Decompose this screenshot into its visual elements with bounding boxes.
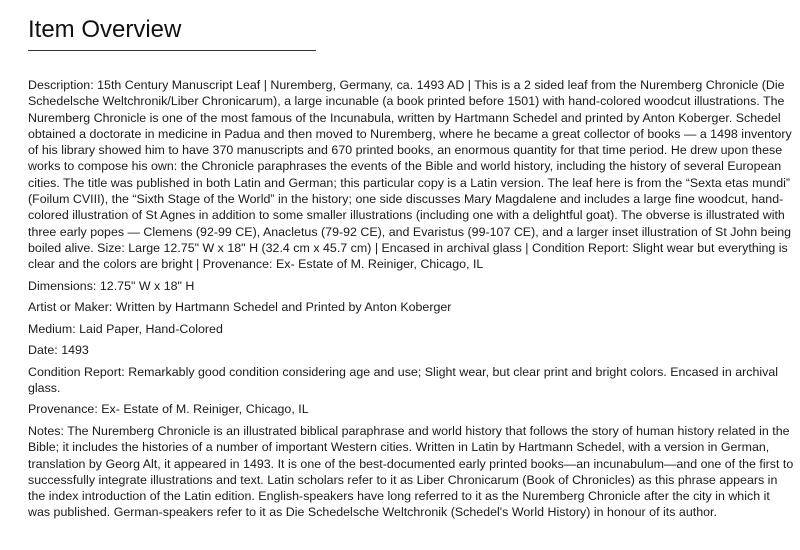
artist-maker-label: Artist or Maker:	[28, 300, 113, 315]
dimensions-label: Dimensions:	[28, 278, 97, 293]
medium-label: Medium:	[28, 321, 76, 336]
item-details	[28, 77, 794, 521]
dimensions-field	[28, 278, 794, 294]
dimensions-value: 12.75" W x 18" H	[99, 278, 195, 293]
medium-value: Laid Paper, Hand-Colored	[79, 321, 223, 336]
description-label: Description:	[28, 78, 94, 92]
description-field	[28, 77, 794, 273]
notes-value: The Nuremberg Chronicle is an illustrated biblical paraphrase and world history that follows the story of human history related in the Bible; it includes the histories of a number of important Western cities. Written in Latin by Hartmann Schedel, with a version in German, translation by Georg Alt, it appeared in 1493. It is one of the best-documented early printed books—an incunabulum—and one of the first to successfully integrate illustrations and text. Latin scholars refer to it as Liber Chronicarum (Book of Chronicles) as this phrase appears in the index introduction of the Latin edition. English-speakers have long referred to it as the Nuremberg Chronicle after the city in which it was published. German-speakers refer to it as Die Schedelsche Weltchronik (Schedel's World History) in honour of its author.	[28, 423, 794, 520]
date-label: Date:	[28, 343, 58, 358]
provenance-field	[28, 401, 794, 417]
item-overview-page	[28, 0, 794, 526]
title-underline	[28, 50, 316, 51]
page-title: Item Overview	[28, 16, 182, 43]
medium-field	[28, 321, 794, 337]
condition-report-field	[28, 364, 794, 397]
provenance-label: Provenance:	[28, 402, 98, 417]
condition-report-value: Remarkably good condition considering age and use; Slight wear, but clear print and bright colors. Encased in archival glass.	[28, 364, 779, 395]
notes-label: Notes:	[28, 423, 64, 438]
notes-field	[28, 423, 794, 521]
artist-maker-field	[28, 299, 794, 315]
provenance-value: Ex- Estate of M. Reiniger, Chicago, IL	[101, 402, 309, 417]
date-value: 1493	[61, 343, 89, 358]
condition-report-label: Condition Report:	[28, 364, 125, 379]
artist-maker-value: Written by Hartmann Schedel and Printed by Anton Koberger	[115, 300, 452, 315]
date-field	[28, 342, 794, 358]
description-value: 15th Century Manuscript Leaf | Nuremberg, Germany, ca. 1493 AD | This is a 2 sided leaf from the Nuremberg Chronicle (Die Schedelsche Weltchronik/Liber Chronicarum), a large incunable (a book printed before 1501) with hand-colored woodcut illustrations. The Nuremberg Chronicle is one of the most famous of the Incunabula, written by Hartmann Schedel and printed by Anton Koberger. Schedel obtained a doctorate in medicine in Padua and then moved to Nuremberg, where he became a great collector of books — a 1498 inventory of his library showed him to have 370 manuscripts and 670 printed books, an enormous quantity for that time period. He drew upon these works to compose his own: the Chronicle paraphrases the events of the Bible and world history, including the history of several European cities. The title was published in both Latin and German; this particular copy is a Latin version. The leaf here is from the “Sexta etas mundi” (Foilum CVIII), the “Sixth Stage of the World” in the history; one side discusses Mary Magdalene and includes a large fine woodcut, hand-colored illustration of St Agnes in addition to some smaller illustrations (including one with a delightful goat). The obverse is illustrated with three early popes — Clemens (92-99 CE), Anacletus (79-92 CE), and Evaristus (99-107 CE), and a larger inset illustration of St John being boiled alive. Size: Large 12.75" W x 18" H (32.4 cm x 45.7 cm) | Encased in archival glass | Condition Report: Slight wear but everything is clear and the colors are bright | Provenance: Ex- Estate of M. Reiniger, Chicago, IL	[28, 78, 792, 272]
